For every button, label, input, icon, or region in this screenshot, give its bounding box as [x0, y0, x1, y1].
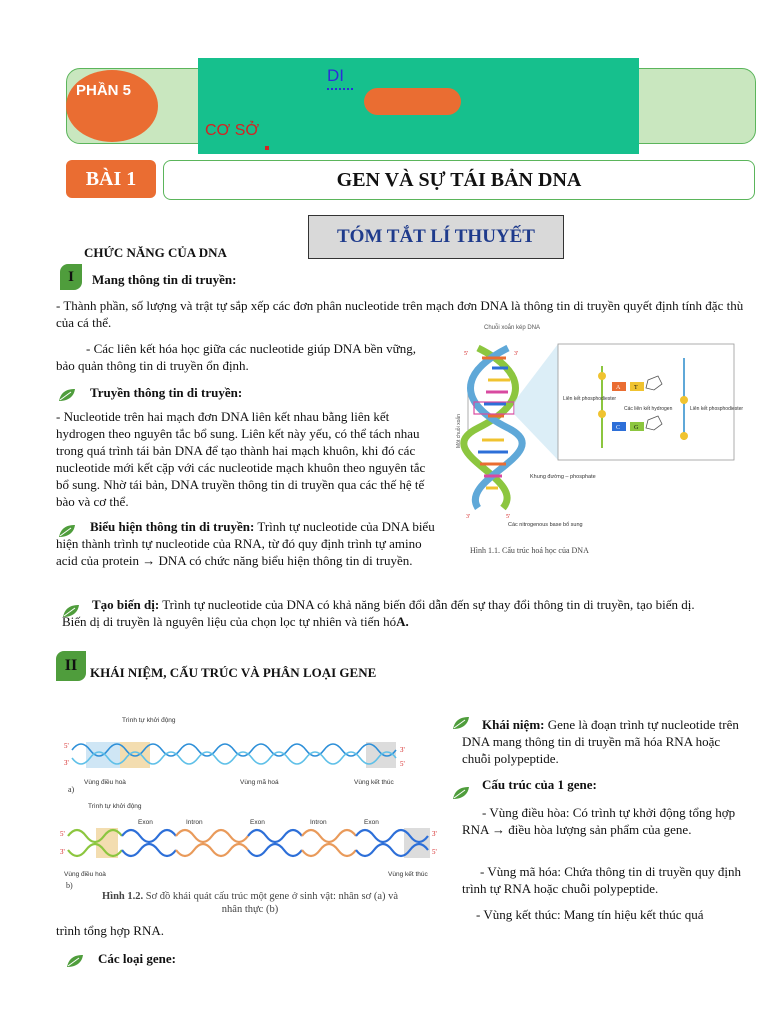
item3-text: Trình tự nucleotide của DNA biểu hiện thành trình tự nucleotide của RNA, từ đó quy định trình tự amino acid của protein → DNA có chức năng biểu hiện thông tin di truyền. [56, 519, 435, 568]
zoom-inset [558, 344, 734, 460]
end-5-a-right: 5' [400, 760, 405, 768]
panel-a-label: a) [68, 785, 75, 794]
item1-paragraph2: - Các liên kết hóa học giữa các nucleotide giúp DNA bền vững, bảo quản thông tin di truyền ổn định. [56, 341, 416, 373]
end-5-b-right: 5' [432, 848, 437, 856]
section1-heading: CHỨC NĂNG CỦA DNA [84, 245, 227, 260]
item2-paragraph: - Nucleotide trên hai mạch đơn DNA liên kết nhau bằng liên kết hydrogen theo nguyên tắc bổ sung. Liên kết này yếu, có thể tách nhau trong quá trình tái bản DNA để tạo thành hai mạch khuôn, khi đó các nucleotide mới kết cặp với các nucleotide mạch khuôn theo nguyên tắc bổ sung. Nhờ tái bản, DNA truyền thông tin di truyền qua các thế hệ tế bào và cơ thể. [56, 409, 426, 509]
backbone-label: Khung đường – phosphate [530, 474, 596, 480]
exon-strand-1b [122, 844, 176, 856]
red-mark [265, 146, 269, 150]
intron-strand-2b [302, 844, 356, 856]
exon-strand-2b [248, 844, 302, 856]
width-label: Một chuỗi xoắn [456, 414, 462, 448]
exon-strand-2 [248, 830, 302, 842]
item3-title: Biểu hiện thông tin di truyền: [90, 519, 255, 534]
leaf-icon [58, 388, 76, 402]
summary-title: TÓM TẮT LÍ THUYẾT [308, 215, 564, 259]
structure-regulatory: - Vùng điều hòa: Có trình tự khởi động tổng hợp RNA → điều hòa lượng sản phẩm của gene. [462, 805, 736, 837]
structure-title: Cấu trúc của 1 gene: [482, 777, 597, 792]
base-g: G [634, 425, 639, 431]
promoter-label-b: Trình tự khởi động [88, 803, 142, 810]
item4-text: Trình tự nucleotide của DNA có khả năng biến đổi dẫn đến sự thay đổi thông tin di truyền, tạo biến dị. Biến dị di truyền là nguyên liệu của chọn lọc tự nhiên và tiến hó [62, 597, 695, 629]
dna-structure-figure [448, 318, 748, 554]
exon-label-2: Exon [250, 819, 265, 826]
part-badge [66, 70, 158, 142]
regulatory-label-b: Vùng điều hoà [64, 871, 106, 878]
intron-strand-1b [176, 844, 248, 856]
section2-heading: KHÁI NIỆM, CẤU TRÚC VÀ PHÂN LOẠI GENE [90, 665, 377, 680]
regulatory-label-a: Vùng điều hoà [84, 779, 126, 786]
end-3b: 3' [466, 514, 471, 520]
phospho-label: Liên kết phosphodiester [563, 396, 617, 402]
base-t: T [634, 385, 638, 391]
lesson-title: GEN VÀ SỰ TÁI BẢN DNA [163, 160, 755, 200]
part-label: PHẦN 5 [76, 82, 132, 99]
end-3-a-right: 3' [400, 746, 405, 754]
structure-coding: - Vùng mã hóa: Chứa thông tin di truyền quy định trình tự RNA hoặc chuỗi polypeptide. [462, 864, 742, 896]
exon-label-1: Exon [138, 819, 153, 826]
terminator-label-a: Vùng kết thúc [354, 779, 394, 786]
intron-label-2: Intron [310, 819, 327, 826]
teal-title-line2: CƠ SỞ [205, 122, 260, 139]
definition-title: Khái niệm: [482, 717, 545, 732]
bases-label: Các nitrogenous base bổ sung [508, 522, 583, 528]
item4-title: Tạo biến dị: [92, 597, 160, 612]
structure-termination-cont: trình tổng hợp RNA. [56, 923, 164, 938]
figure2-caption-rest: Sơ đồ khái quát cấu trúc một gene ở sinh vật: nhân sơ (a) và nhân thực (b) [143, 891, 399, 915]
intron-label-1: Intron [186, 819, 203, 826]
exon-strand-1 [122, 830, 176, 842]
item1-paragraph1: - Thành phần, số lượng và trật tự sắp xếp các đơn phân nucleotide trên mạch đơn DNA là thông tin di truyền quyết định tính đặc thù của cá thể. [56, 298, 744, 330]
base-c: C [616, 425, 621, 431]
double-helix [464, 348, 522, 508]
definition-paragraph [462, 716, 742, 767]
figure1-caption: Hình 1.1. Cấu trúc hoá học của DNA [470, 546, 589, 555]
item4-end: A. [396, 614, 409, 629]
structure-termination: - Vùng kết thúc: Mang tín hiệu kết thúc quá [476, 907, 704, 922]
panel-b-label: b) [66, 881, 73, 890]
figure2-caption-bold: Hình 1.2. [101, 891, 144, 902]
end-5-a: 5' [64, 742, 69, 750]
end-5-b: 5' [60, 830, 65, 838]
promoter-zone-a [120, 742, 150, 768]
end-3-b: 3' [60, 848, 65, 856]
exon-label-3: Exon [364, 819, 379, 826]
end-5b: 5' [506, 514, 511, 520]
phospho-label-2: Liên kết phosphodiester [690, 406, 744, 412]
item1-title: Mang thông tin di truyền: [92, 272, 237, 287]
terminator-label-b: Vùng kết thúc [388, 871, 428, 878]
section2-badge: II [56, 651, 86, 681]
base-a: A [616, 385, 621, 391]
intron-strand-2 [302, 830, 356, 842]
promoter-label-a: Trình tự khởi động [122, 717, 176, 724]
lesson-badge: BÀI 1 [66, 160, 156, 198]
end-3a: 3' [514, 351, 519, 357]
teal-title-line1: DI [327, 66, 344, 85]
item4-paragraph [62, 596, 722, 630]
chain-label: Chuỗi xoắn kép DNA [484, 325, 541, 331]
intron-strand-1 [176, 830, 248, 842]
end-3-a: 3' [64, 759, 69, 767]
item2-title: Truyền thông tin di truyền: [90, 385, 243, 400]
gene-types-title: Các loại gene: [98, 951, 176, 966]
coding-label-a: Vùng mã hoá [240, 779, 279, 786]
leaf-icon [66, 954, 84, 968]
end-5a: 5' [464, 351, 469, 357]
orange-pill [364, 88, 461, 115]
definition-text: Gene là đoạn trình tự nucleotide trên DNA mang thông tin di truyền mã hóa RNA hoặc chuỗi polypeptide. [462, 717, 739, 766]
section1-badge: I [60, 264, 82, 290]
hbond-label: Các liên kết hydrogen [624, 406, 673, 412]
leaf-icon [452, 786, 470, 800]
end-3-b-right: 3' [432, 830, 437, 838]
item3-paragraph [56, 518, 440, 569]
teal-dots [327, 88, 353, 92]
figure2-caption [100, 890, 400, 916]
